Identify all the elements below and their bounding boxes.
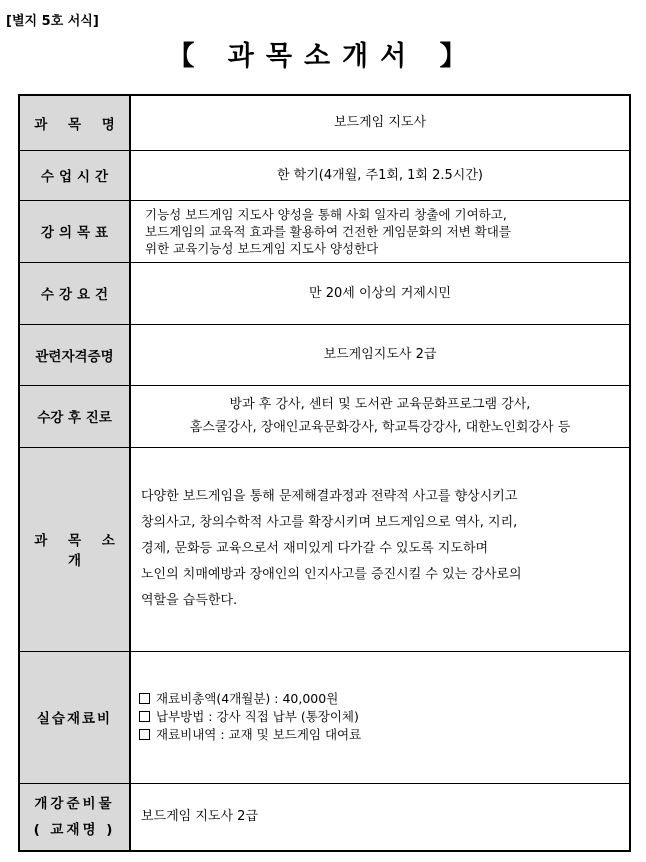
course-intro-text bbox=[131, 484, 629, 614]
label-class-time-text: 수업시간 bbox=[40, 169, 114, 185]
lecture-goal-line: 기능성 보드게임 지도사 양성을 통해 사회 일자리 창출에 기여하고, bbox=[145, 206, 507, 222]
career-line: 홈스쿨강사, 장애인교육문화강사, 학교특강강사, 대한노인회강사 등 bbox=[189, 420, 571, 435]
label-lecture-goal bbox=[19, 200, 130, 262]
value-textbook: 보드게임 지도사 2급 bbox=[130, 783, 630, 851]
row-class-time bbox=[19, 150, 630, 200]
course-intro-line: 역할을 습득한다. bbox=[141, 593, 238, 608]
value-course-intro bbox=[130, 447, 630, 651]
materials-item-text: 재료비내역 : 교재 및 보드게임 대여료 bbox=[156, 727, 362, 742]
label-certificate bbox=[19, 324, 130, 385]
label-textbook-line1: 개강준비물 bbox=[34, 795, 115, 812]
checkbox-icon bbox=[139, 693, 150, 704]
label-certificate-text: 관련자격증명 bbox=[35, 348, 114, 365]
document-title bbox=[0, 34, 646, 73]
materials-item-text: 납부방법 : 강사 직접 납부 (통장이체) bbox=[156, 709, 359, 724]
materials-item bbox=[139, 726, 629, 744]
value-certificate: 보드게임지도사 2급 bbox=[130, 324, 630, 385]
row-subject-name bbox=[19, 95, 630, 150]
checkbox-icon bbox=[139, 711, 150, 722]
label-subject-name bbox=[19, 95, 130, 150]
label-materials bbox=[19, 651, 130, 783]
materials-item bbox=[139, 708, 629, 726]
title-close-bracket: 】 bbox=[439, 41, 479, 72]
course-intro-line: 다양한 보드게임을 통해 문제해결과정과 전략적 사고를 향상시키고 bbox=[141, 489, 518, 504]
career-line: 방과 후 강사, 센터 및 도서관 교육문화프로그램 강사, bbox=[229, 397, 531, 412]
lecture-goal-line: 위한 교육기능성 보드게임 지도사 양성한다 bbox=[145, 240, 379, 256]
value-lecture-goal bbox=[130, 200, 630, 262]
value-class-time: 한 학기(4개월, 주1회, 1회 2.5시간) bbox=[130, 150, 630, 200]
form-number-tag: [별지 5호 서식] bbox=[6, 14, 99, 29]
value-requirements: 만 20세 이상의 거제시민 bbox=[130, 262, 630, 324]
row-textbook bbox=[19, 783, 630, 851]
label-career bbox=[19, 385, 130, 447]
label-class-time bbox=[19, 150, 130, 200]
label-textbook bbox=[19, 783, 130, 851]
row-course-intro bbox=[19, 447, 630, 651]
title-text: 과목소개서 bbox=[227, 41, 419, 72]
course-intro-line: 경제, 문화등 교육으로서 재미있게 다가갈 수 있도록 지도하며 bbox=[141, 541, 489, 556]
label-requirements bbox=[19, 262, 130, 324]
row-career bbox=[19, 385, 630, 447]
label-subject-name-text: 과 목 명 bbox=[34, 116, 123, 133]
label-textbook-line2: ( 교재명 ) bbox=[33, 821, 116, 838]
materials-item-text: 재료비총액(4개월분) : 40,000원 bbox=[156, 691, 339, 706]
course-info-table bbox=[18, 94, 631, 852]
lecture-goal-line: 보드게임의 교육적 효과를 활용하여 건전한 게임문화의 저변 확대를 bbox=[145, 223, 511, 239]
value-career bbox=[130, 385, 630, 447]
row-certificate bbox=[19, 324, 630, 385]
materials-item bbox=[139, 690, 629, 708]
label-materials-text: 실습재료비 bbox=[36, 711, 113, 727]
row-requirements bbox=[19, 262, 630, 324]
checkbox-icon bbox=[139, 729, 150, 740]
value-subject-name: 보드게임 지도사 bbox=[130, 95, 630, 150]
label-career-text: 수강 후 진로 bbox=[37, 410, 112, 426]
value-materials bbox=[130, 651, 630, 783]
course-intro-line: 창의사고, 창의수학적 사고를 확장시키며 보드게임으로 역사, 지리, bbox=[141, 515, 518, 530]
label-lecture-goal-text: 강의목표 bbox=[40, 225, 114, 241]
label-course-intro bbox=[19, 447, 130, 651]
lecture-goal-text bbox=[131, 206, 629, 257]
materials-list bbox=[131, 690, 629, 744]
label-course-intro-text: 과 목 소 개 bbox=[34, 533, 123, 569]
course-intro-line: 노인의 치매예방과 장애인의 인지사고를 증진시킬 수 있는 강사로의 bbox=[141, 567, 522, 582]
row-lecture-goal bbox=[19, 200, 630, 262]
row-materials bbox=[19, 651, 630, 783]
label-textbook-text bbox=[34, 791, 116, 843]
label-requirements-text: 수강요건 bbox=[40, 287, 114, 303]
title-open-bracket: 【 bbox=[167, 41, 207, 72]
